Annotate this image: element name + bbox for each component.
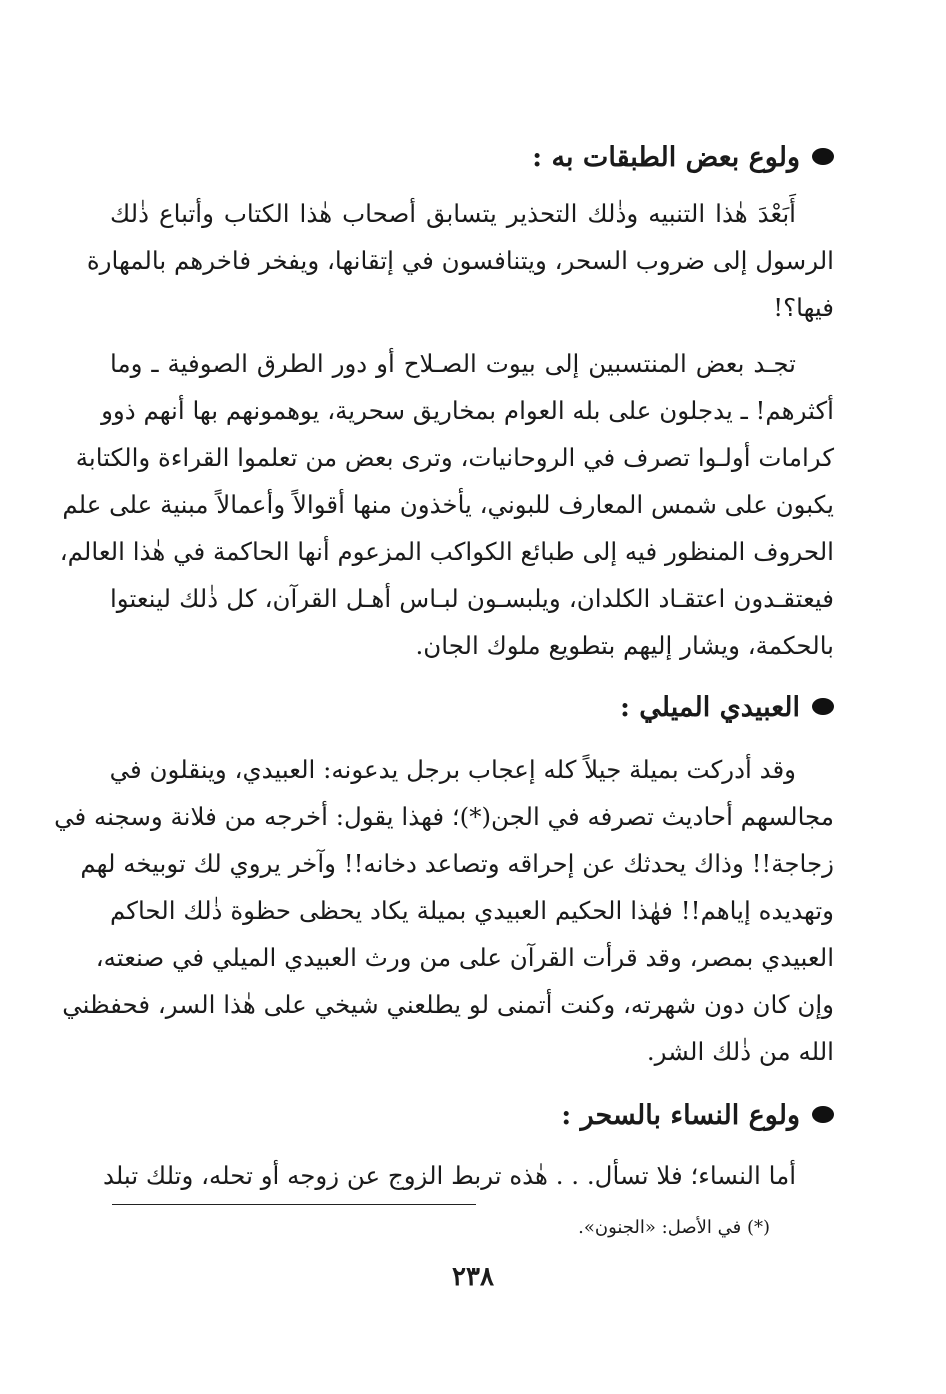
text-line: وقد أدركت بميلة جيلاً كله إعجاب برجل يدعونه: العبيدي، وينقلون في (109, 755, 796, 784)
bullet-icon (812, 1106, 834, 1123)
text-line: يكبون على شمس المعارف للبوني، يأخذون منها أقوالاً وأعمالاً مبنية على علم (62, 490, 834, 519)
paragraph (59, 340, 834, 669)
section-heading: العبيدي الميلي : (110, 688, 834, 728)
paragraph (54, 746, 834, 1075)
bullet-icon (812, 148, 834, 165)
text-line: فيها؟! (773, 293, 834, 322)
paragraph (102, 1152, 834, 1199)
text-line: وإن كان دون شهرته، وكنت أتمنى لو يطلعني شيخي على هٰذا السر، فحفظني (62, 990, 834, 1019)
paragraph (86, 190, 834, 331)
text-line: زجاجة!! وذاك يحدثك عن إحراقه وتصاعد دخانه!! وآخر يروي لك توبيخه لهم (80, 849, 834, 878)
text-line: فيعتقـدون اعتقـاد الكلدان، ويلبسـون لبـاس أهـل القرآن، كل ذٰلك لينعتوا (110, 584, 834, 613)
section-heading: ولوع بعض الطبقات به : (110, 138, 834, 178)
text-line: كرامات أولـوا تصرف في الروحانيات، وترى بعض من تعلموا القراءة والكتابة (75, 443, 834, 472)
section-heading: ولوع النساء بالسحر : (110, 1096, 834, 1136)
text-line: الحروف المنظور فيه إلى طبائع الكواكب المزعوم أنها الحاكمة في هٰذا العالم، (59, 537, 834, 566)
text-line: أما النساء؛ فلا تسأل. . . هٰذه تربط الزوج عن زوجه أو تحله، وتلك تبلد (102, 1161, 796, 1190)
footnote: (*) في الأصل: «الجنون». (578, 1217, 770, 1238)
bullet-icon (812, 698, 834, 715)
text-line: الرسول إلى ضروب السحر، ويتنافسون في إتقانها، ويفخر فاخرهم بالمهارة (86, 246, 834, 275)
text-line: أكثرهم! ـ يدجلون على بله العوام بمخاريق سحرية، يوهمونهم بها أنهم ذوو (101, 396, 834, 425)
text-line: بالحكمة، ويشار إليهم بتطويع ملوك الجان. (415, 631, 834, 660)
text-line: مجالسهم أحاديث تصرفه في الجن(*)؛ فهذا يقول: أخرجه من فلانة وسجنه في (54, 802, 834, 831)
text-line: تجـد بعض المنتسبين إلى بيوت الصـلاح أو دور الطرق الصوفية ـ وما (110, 349, 796, 378)
text-line: وتهديده إياهم!! فهٰذا الحكيم العبيدي بميلة يكاد يحظى حظوة ذٰلك الحاكم (110, 896, 834, 925)
text-line: الله من ذٰلك الشر. (646, 1037, 834, 1066)
footnote-divider (112, 1204, 476, 1205)
page-number: ٢٣٨ (452, 1262, 494, 1292)
text-line: العبيدي بمصر، وقد قرأت القرآن على من ورث العبيدي الميلي في صنعته، (95, 943, 834, 972)
text-line: أَبَعْدَ هٰذا التنبيه وذٰلك التحذير يتسابق أصحاب هٰذا الكتاب وأتباع ذٰلك (110, 199, 796, 228)
